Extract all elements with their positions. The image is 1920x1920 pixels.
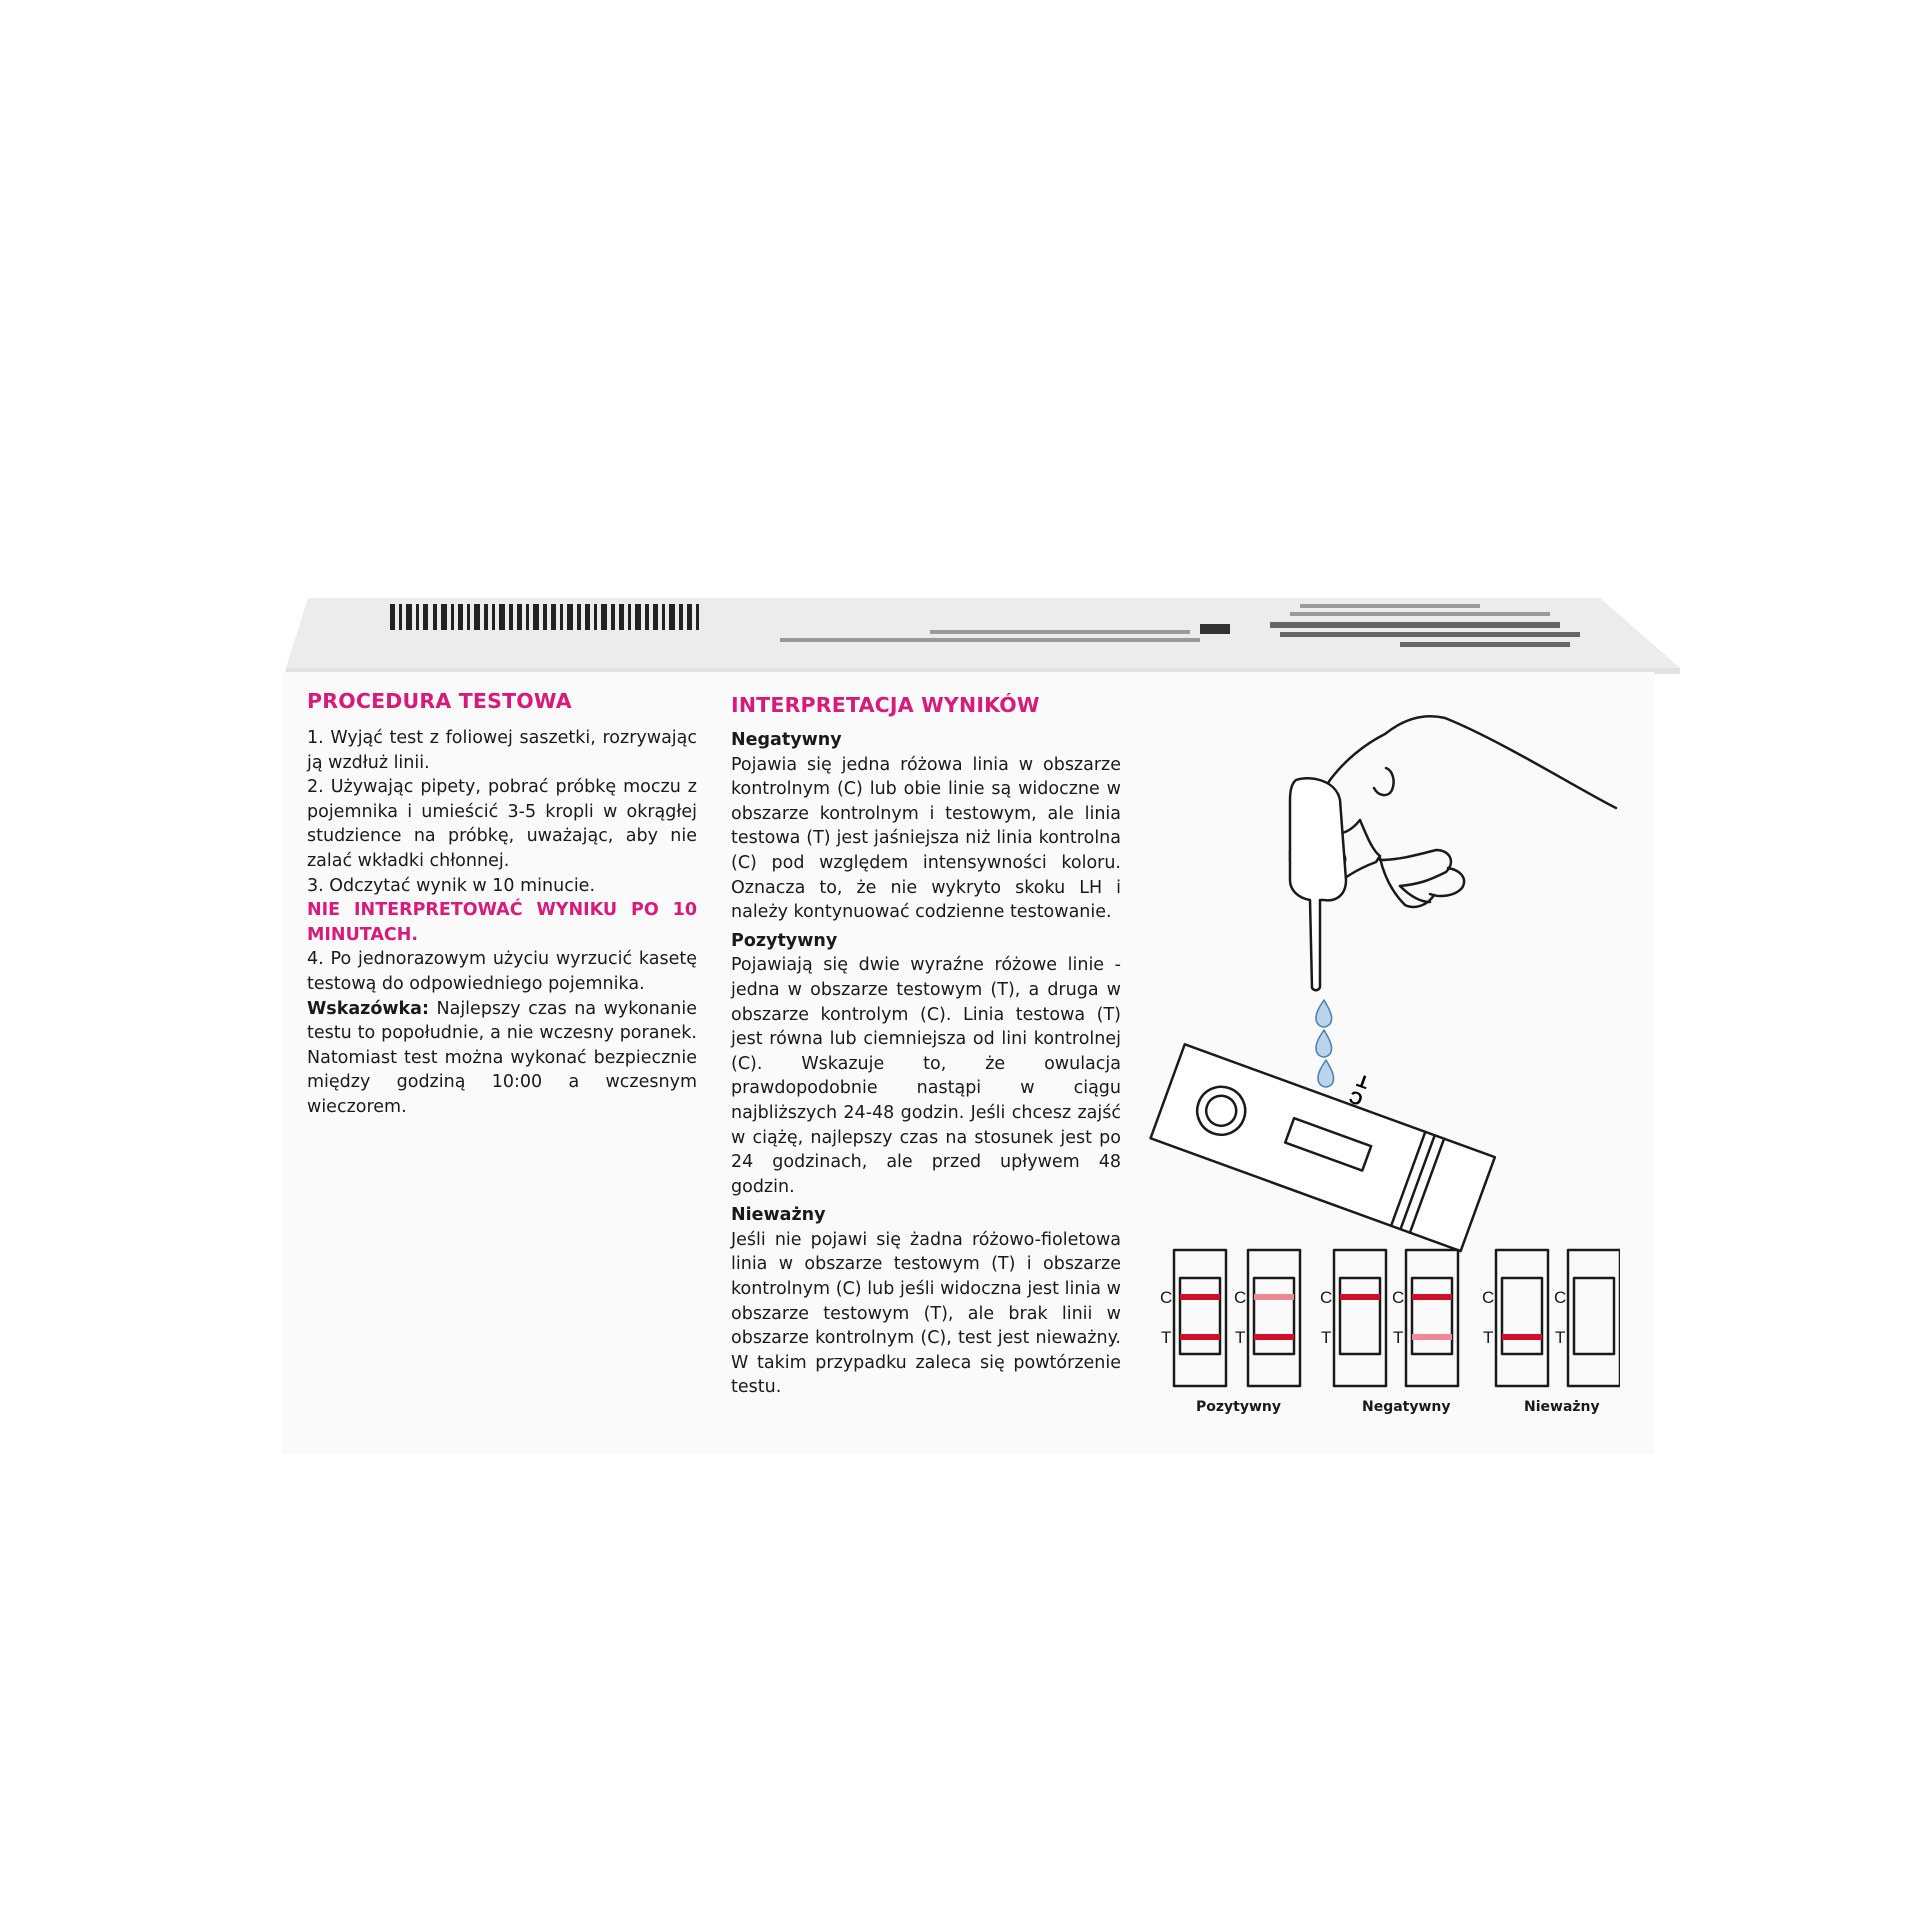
strip-c-label: C xyxy=(1234,1288,1247,1307)
result-line xyxy=(1340,1294,1380,1300)
procedure-section xyxy=(307,688,697,1120)
negative-title: Negatywny xyxy=(731,730,842,750)
caption-negative: Negatywny xyxy=(1362,1399,1451,1415)
procedure-warning: NIE INTERPRETOWAĆ WYNIKU PO 10 MINUTACH. xyxy=(307,900,697,945)
interpretation-section xyxy=(731,692,1121,1400)
procedure-step-2: 2. Używając pipety, pobrać próbkę moczu z pojemnika i umieścić 3-5 kropli w okrągłej studzience na próbkę, uważając, aby nie zalać wkładki chłonnej. xyxy=(307,777,697,871)
negative-text: Pojawia się jedna różowa linia w obszarze kontrolnym (C) lub obie linie są widoczne w obszarze kontrolnym i testowym, ale linia testowa (T) jest jaśniejsza niż linia kontrolna (C) pod względem intensywności koloru. Oznacza to, że nie wykryto skoku LH i należy kontynuować codzienne testowanie. xyxy=(731,754,1121,923)
mirrored-print-lines xyxy=(780,604,1580,647)
interpretation-title: INTERPRETACJA WYNIKÓW xyxy=(731,693,1040,717)
result-line xyxy=(1180,1334,1220,1340)
drop-icon xyxy=(1318,1060,1334,1087)
result-line xyxy=(1254,1334,1294,1340)
result-strips xyxy=(1174,1250,1620,1386)
drop-icon xyxy=(1316,1000,1332,1027)
strip-c-label: C xyxy=(1482,1288,1495,1307)
strip-c-label: C xyxy=(1320,1288,1333,1307)
result-line xyxy=(1412,1294,1452,1300)
cassette-t-label: T xyxy=(1354,1070,1372,1093)
strip-t-label: T xyxy=(1235,1328,1246,1347)
invalid-text: Jeśli nie pojawi się żadna różowo-fioletowa linia w obszarze testowym (T) i obszarze kontrolnym (C) lub jeśli widoczna jest linia w obszarze testowym (T), ale brak linii w obszarze kontrolnym (C), test jest nieważny. W takim przypadku zaleca się powtórzenie testu. xyxy=(731,1229,1121,1398)
caption-positive: Pozytywny xyxy=(1196,1399,1281,1415)
positive-text: Pojawiają się dwie wyraźne różowe linie - jedna w obszarze testowym (T), a druga w obszarze kontrolym (C). Linia testowa (T) jest równa lub ciemniejsza od lini kontrolnej (C). Wskazuje to, że owulacja prawdopodobnie nastąpi w ciągu najbliższych 24-48 godzin. Jeśli chcesz zajść w ciążę, najlepszy czas na stosunek jest po 24 godzinach, ale przed upływem 48 godzin. xyxy=(731,955,1121,1197)
strip-c-label: C xyxy=(1160,1288,1173,1307)
positive-title: Pozytywny xyxy=(731,930,838,951)
result-line xyxy=(1254,1294,1294,1300)
procedure-title: PROCEDURA TESTOWA xyxy=(307,689,572,713)
strip-t-label: T xyxy=(1393,1328,1404,1347)
strip-c-label: C xyxy=(1392,1288,1405,1307)
strip-t-label: T xyxy=(1321,1328,1332,1347)
test-illustration xyxy=(1140,700,1620,1440)
tip-label: Wskazówka: xyxy=(307,998,429,1019)
strip-t-label: T xyxy=(1483,1328,1494,1347)
result-line xyxy=(1502,1334,1542,1340)
strip-t-label: T xyxy=(1555,1328,1566,1347)
tip-text: Najlepszy czas na wykonanie testu to popołudnie, a nie wczesny poranek. Natomiast test można wykonać bezpiecznie między godziną 10:00 a wczesnym wieczorem. xyxy=(307,998,697,1117)
result-line xyxy=(1412,1334,1452,1340)
procedure-step-4: 4. Po jednorazowym użyciu wyrzucić kasetę testową do odpowiedniego pojemnika. xyxy=(307,949,697,994)
hand-icon xyxy=(1320,716,1616,900)
procedure-step-1: 1. Wyjąć test z foliowej saszetki, rozrywając ją wzdłuż linii. xyxy=(307,728,697,773)
barcode-icon xyxy=(390,604,699,630)
strip-c-label: C xyxy=(1554,1288,1567,1307)
invalid-title: Nieważny xyxy=(731,1205,826,1226)
cassette-c-label: C xyxy=(1346,1086,1366,1110)
pipette-icon xyxy=(1290,778,1346,990)
caption-invalid: Nieważny xyxy=(1524,1399,1600,1415)
result-line xyxy=(1180,1294,1220,1300)
procedure-tip xyxy=(307,997,697,1120)
strip-t-label: T xyxy=(1161,1328,1172,1347)
drop-icon xyxy=(1316,1030,1332,1057)
procedure-step-3: 3. Odczytać wynik w 10 minucie. xyxy=(307,875,596,896)
